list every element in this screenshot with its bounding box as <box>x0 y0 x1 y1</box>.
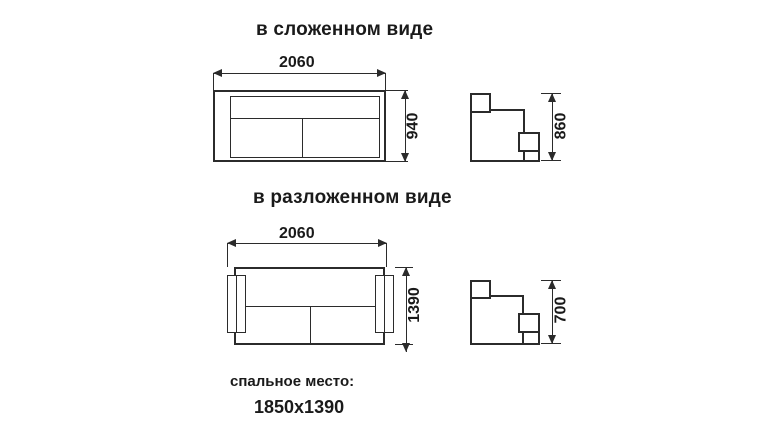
unfolded-height-label: 700 <box>552 296 570 324</box>
folded-seat-divider <box>302 118 303 158</box>
unfolded-width-ext-right <box>386 243 387 267</box>
folded-side-view-body <box>470 109 525 162</box>
folded-depth-label: 940 <box>404 112 422 140</box>
unfolded-width-ext-left <box>227 243 228 267</box>
folded-height-label: 860 <box>552 112 570 140</box>
unfolded-right-cushion-outer <box>384 275 394 333</box>
unfolded-side-view-base <box>518 343 540 345</box>
unfolded-width-arrow <box>227 243 387 244</box>
folded-width-arrow <box>213 73 386 74</box>
folded-side-view-base <box>518 160 540 162</box>
unfolded-depth-label: 1390 <box>405 287 423 323</box>
unfolded-left-cushion-inner <box>236 275 246 333</box>
section-title-unfolded: в разложенном виде <box>253 187 452 208</box>
unfolded-side-view-front-edge <box>538 313 540 345</box>
unfolded-side-view-armrest <box>518 313 540 333</box>
folded-side-view-backrest <box>470 93 491 113</box>
unfolded-side-view-backrest <box>470 280 491 299</box>
sleeping-area-value: 1850x1390 <box>254 397 345 417</box>
folded-side-view-armrest <box>518 132 540 152</box>
unfolded-side-view-body <box>470 295 524 345</box>
folded-backrest-line <box>230 118 380 119</box>
folded-top-view-seat <box>230 96 380 158</box>
section-title-folded: в сложенном виде <box>256 19 434 40</box>
unfolded-mattress-divider <box>310 306 311 345</box>
unfolded-width-label: 2060 <box>279 225 315 242</box>
folded-side-view-front-edge <box>538 132 540 162</box>
sleeping-area-caption: спальное место: <box>230 373 355 390</box>
folded-width-label: 2060 <box>279 54 315 71</box>
unfolded-mattress-seam <box>246 306 376 307</box>
